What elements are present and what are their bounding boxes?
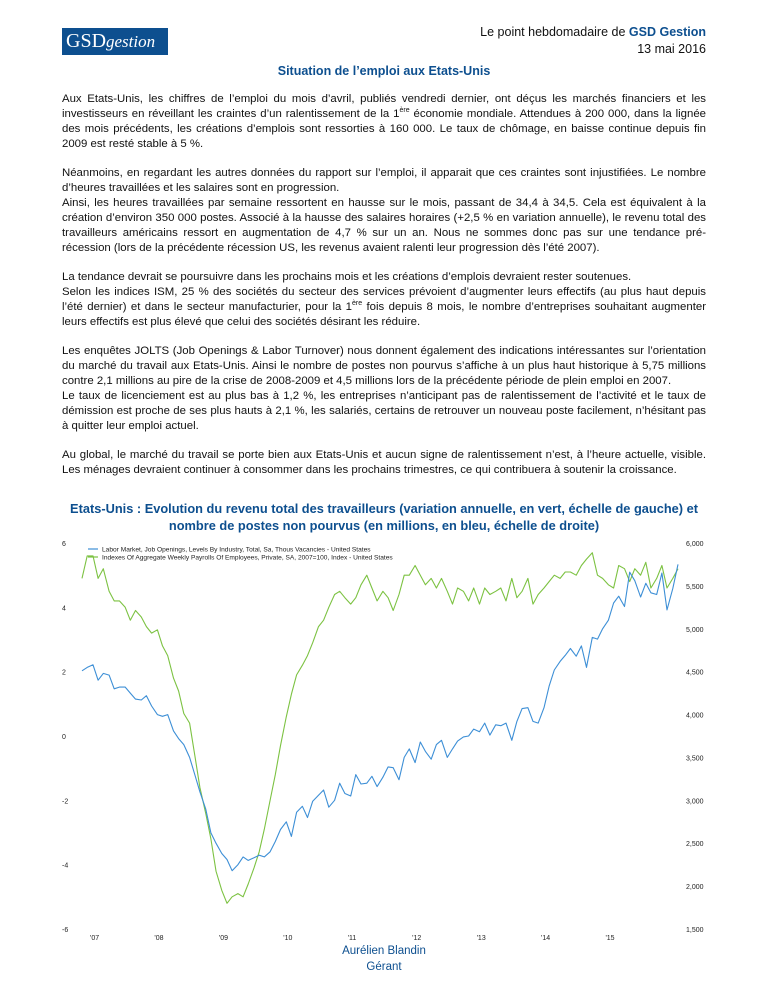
- paragraph-4: Les enquêtes JOLTS (Job Openings & Labor Turnover) nous donnent également des indications intéressantes sur l’orientation du marché du travail aux Etats-Unis. Ainsi le nombre de postes non pourvus s’affiche à un plus haut historique à 5,75 millions contre 2,1 millions au pire de la crise de 2008-2009 et 4,5 millions lors de la précédente période de plein emploi en 2007. Le taux de licenciement est au plus bas à 1,2 %, les entreprises n’anticipant pas de ralentissement de l’activité et le taux de démission est proche de ses plus hauts à 2,1 %, les salariés, certains de retrouver un nouveau poste facilement, n’hésitant pas à quitter leur emploi actuel.: [62, 345, 706, 432]
- paragraph-1: Aux Etats-Unis, les chiffres de l’emploi du mois d’avril, publiés vendredi dernier, ont déçus les marchés financiers et les investisseurs en réveillant les craintes d’un ralentissement de la 1ère économie mondiale. Attendues à 200 000, dans la lignée des mois précédents, les créations d’emplois sont ressorties à 160 000. Le taux de chômage, en baisse continue depuis fin 2009 est resté stable à 5 %.: [62, 93, 706, 150]
- y-right-tick-label: 3,500: [686, 755, 704, 763]
- y-left-tick-label: -2: [62, 798, 69, 806]
- y-right-tick-label: 3,000: [686, 798, 704, 806]
- signature-role: Gérant: [366, 961, 402, 973]
- page-title: Situation de l’emploi aux Etats-Unis: [277, 64, 491, 78]
- chart-title: Etats-Unis : Evolution du revenu total des travailleurs (variation annuelle, en vert, échelle de gauche) et nombre de postes non pourvus (en millions, en bleu, échelle de droite): [70, 501, 698, 533]
- x-tick-label: '14: [541, 935, 551, 942]
- y-left-tick-label: 0: [62, 734, 66, 741]
- x-tick-label: '07: [90, 935, 100, 942]
- x-tick-label: '08: [154, 935, 164, 942]
- x-tick-label: '12: [412, 935, 422, 942]
- y-right-tick-label: 6,000: [686, 541, 704, 548]
- header-date: 13 mai 2016: [637, 42, 706, 56]
- y-right-tick-label: 4,500: [686, 669, 704, 677]
- x-tick-label: '11: [347, 935, 357, 942]
- x-tick-label: '09: [218, 935, 228, 942]
- y-right-tick-label: 5,500: [686, 583, 704, 591]
- y-left-tick-label: 2: [62, 669, 66, 677]
- y-right-tick-label: 2,500: [686, 841, 704, 849]
- header-brand: GSD Gestion: [628, 25, 706, 39]
- gsd-gestion-logo: GSDgestion: [62, 28, 168, 55]
- y-right-tick-label: 4,000: [686, 712, 704, 720]
- paragraph-5: Au global, le marché du travail se porte bien aux Etats-Unis et aucun signe de ralentissement n’est, à l’heure actuelle, visible. Les ménages devraient continuer à consommer dans les prochains trimestres, ce qui contribuera à soutenir la croissance.: [62, 449, 706, 476]
- green-series-line: [82, 553, 678, 904]
- y-right-tick-label: 5,000: [686, 626, 704, 634]
- y-left-tick-label: -4: [62, 862, 69, 870]
- y-left-tick-label: -6: [62, 927, 69, 934]
- x-tick-label: '15: [605, 935, 615, 942]
- legend-label-blue: Labor Market, Job Openings, Levels By Industry, Total, Sa, Thous Vacancies - United States: [102, 546, 371, 554]
- legend-label-green: Indexes Of Aggregate Weekly Payrolls Of Employees, Private, SA, 2007=100, Index - United States: [102, 554, 393, 562]
- paragraph-3: La tendance devrait se poursuivre dans les prochains mois et les créations d’emplois devraient rester soutenues. Selon les indices ISM, 25 % des sociétés du secteur des services prévoient d’augmenter leurs effectifs (au plus haut depuis l’été dernier) et dans le secteur manufacturier, pour la 1ère fois depuis 8 mois, le nombre d’entreprises souhaitant augmenter leurs effectifs est plus élevé que celui des sociétés désirant les réduire.: [62, 271, 706, 328]
- y-right-tick-label: 2,000: [686, 884, 704, 892]
- x-tick-label: '13: [476, 935, 486, 942]
- y-left-tick-label: 4: [62, 605, 66, 613]
- signature-name: Aurélien Blandin: [342, 945, 426, 957]
- x-tick-label: '10: [283, 935, 293, 942]
- paragraph-2: Néanmoins, en regardant les autres données du rapport sur l’emploi, il apparait que ces craintes sont injustifiées. Le nombre d’heures travaillées et les salaires sont en progression. Ainsi, les heures travaillées par semaine ressortent en hausse sur le mois, passant de 34,4 à 34,5. Cela est équivalent à la création d’environ 350 000 postes. Associé à la hausse des salaires horaires (+2,5 % en variation annuelle), le revenu total des travailleurs américains ressort en augmentation de 4,7 % sur un an. Nous ne sommes donc pas sur une tendance pré-récession (lors de la précédente récession US, les revenus avaient ralenti leur progression dès l’été 2007).: [62, 167, 706, 254]
- y-left-tick-label: 6: [62, 541, 66, 548]
- signature: [0, 943, 768, 975]
- y-right-tick-label: 1,500: [686, 927, 704, 934]
- header-line: Le point hebdomadaire de GSD Gestion: [480, 25, 706, 39]
- blue-series-line: [82, 564, 678, 870]
